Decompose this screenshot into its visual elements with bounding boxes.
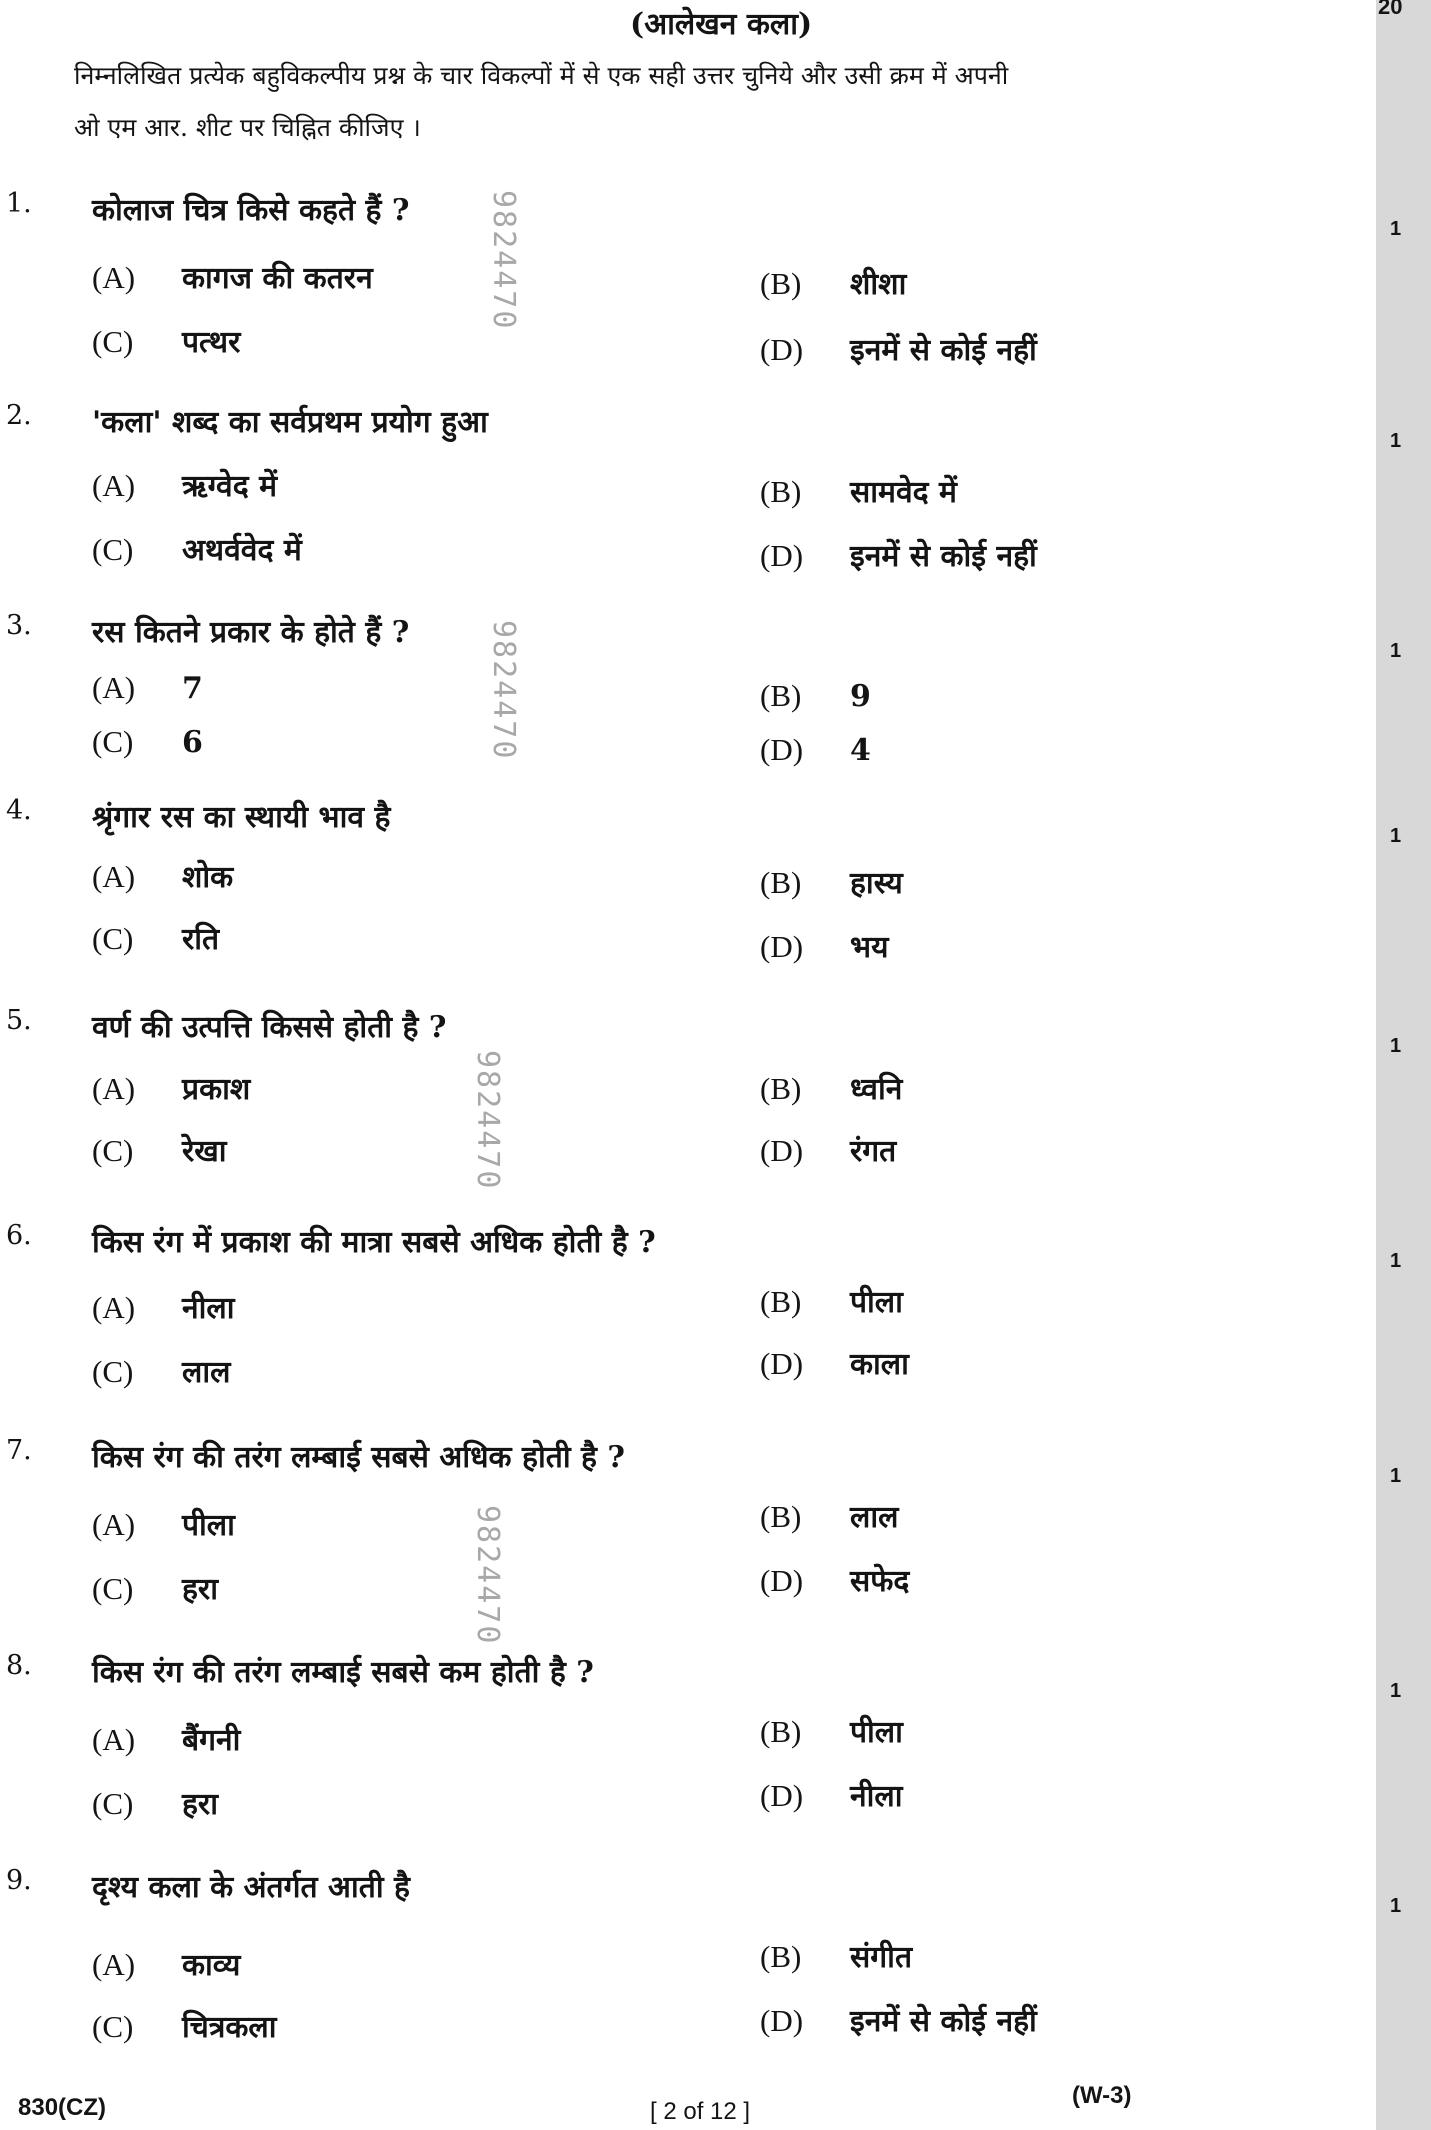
option-a: (A) नीला — [92, 1290, 235, 1326]
question-text: दृश्य कला के अंतर्गत आती है — [92, 1870, 410, 1905]
question-text: कोलाज चित्र किसे कहते हैं ? — [92, 193, 410, 228]
option-b: (B) हास्य — [760, 865, 903, 901]
option-d: (D) इनमें से कोई नहीं — [760, 2003, 1037, 2039]
option-b: (B) शीशा — [760, 266, 907, 302]
option-d: (D) काला — [760, 1346, 909, 1382]
question-mark: 1 — [1390, 1035, 1402, 1057]
question-text: किस रंग की तरंग लम्बाई सबसे अधिक होती है ? — [92, 1440, 625, 1475]
option-c: (C) चित्रकला — [92, 2009, 277, 2045]
option-c: (C) हरा — [92, 1786, 218, 1822]
set-code: (W-3) — [1072, 2082, 1132, 2109]
question-text: किस रंग की तरंग लम्बाई सबसे कम होती है ? — [92, 1655, 594, 1690]
watermark: 9824470 — [486, 620, 521, 761]
question-text: 'कला' शब्द का सर्वप्रथम प्रयोग हुआ — [92, 405, 488, 440]
watermark: 9824470 — [486, 190, 521, 331]
option-b: (B) पीला — [760, 1714, 903, 1750]
option-a: (A) शोक — [92, 859, 234, 895]
question-number: 5. — [6, 1005, 32, 1036]
option-a: (A) ऋग्वेद में — [92, 468, 278, 504]
option-d: (D) नीला — [760, 1778, 903, 1814]
option-c: (C) अथर्ववेद में — [92, 532, 302, 568]
question-number: 4. — [6, 795, 32, 826]
page-number: [ 2 of 12 ] — [650, 2098, 751, 2125]
option-d: (D) इनमें से कोई नहीं — [760, 332, 1037, 368]
option-b: (B) 9 — [760, 678, 871, 714]
question-mark: 1 — [1390, 1680, 1402, 1702]
option-d: (D) रंगत — [760, 1133, 897, 1169]
option-b: (B) पीला — [760, 1284, 903, 1320]
option-d: (D) सफेद — [760, 1563, 910, 1599]
option-c: (C) लाल — [92, 1354, 231, 1390]
question-mark: 1 — [1390, 640, 1402, 662]
watermark: 9824470 — [470, 1505, 505, 1646]
option-c: (C) रेखा — [92, 1133, 227, 1169]
option-c: (C) 6 — [92, 724, 203, 760]
question-mark: 1 — [1390, 825, 1402, 847]
question-number: 8. — [6, 1650, 32, 1681]
option-c: (C) हरा — [92, 1571, 218, 1607]
watermark: 9824470 — [470, 1050, 505, 1191]
instructions-line-2: ओ एम आर. शीट पर चिह्नित कीजिए । — [74, 113, 421, 142]
option-a: (A) प्रकाश — [92, 1071, 251, 1107]
option-b: (B) संगीत — [760, 1939, 913, 1975]
question-number: 7. — [6, 1435, 32, 1466]
option-a: (A) पीला — [92, 1507, 235, 1543]
page-title: (आलेखन कला) — [630, 7, 813, 42]
question-mark: 1 — [1390, 430, 1402, 452]
paper-code: 830(CZ) — [18, 2094, 107, 2121]
question-number: 1. — [6, 188, 32, 219]
option-d: (D) इनमें से कोई नहीं — [760, 538, 1037, 574]
corner-number: 20 — [1378, 0, 1403, 19]
question-number: 9. — [6, 1865, 32, 1896]
question-mark: 1 — [1390, 1250, 1402, 1272]
question-mark: 1 — [1390, 218, 1402, 240]
page-edge-strip — [1376, 0, 1431, 2130]
option-a: (A) कागज की कतरन — [92, 260, 373, 296]
question-text: रस कितने प्रकार के होते हैं ? — [92, 615, 410, 650]
option-c: (C) पत्थर — [92, 324, 241, 360]
option-b: (B) सामवेद में — [760, 474, 957, 510]
option-c: (C) रति — [92, 921, 220, 957]
option-d: (D) 4 — [760, 732, 871, 768]
question-text: श्रृंगार रस का स्थायी भाव है — [92, 800, 391, 835]
option-a: (A) बैंगनी — [92, 1722, 241, 1758]
question-number: 6. — [6, 1220, 32, 1251]
question-text: किस रंग में प्रकाश की मात्रा सबसे अधिक होती है ? — [92, 1225, 656, 1260]
question-number: 3. — [6, 610, 32, 641]
option-b: (B) लाल — [760, 1499, 899, 1535]
question-mark: 1 — [1390, 1465, 1402, 1487]
instructions-line-1: निम्नलिखित प्रत्येक बहुविकल्पीय प्रश्न के चार विकल्पों में से एक सही उत्तर चुनिये और उसी क्रम में अपनी — [74, 61, 1009, 90]
question-number: 2. — [6, 400, 32, 431]
option-d: (D) भय — [760, 929, 889, 965]
option-a: (A) काव्य — [92, 1947, 241, 1983]
option-a: (A) 7 — [92, 670, 203, 706]
question-text: वर्ण की उत्पत्ति किससे होती है ? — [92, 1010, 447, 1045]
question-mark: 1 — [1390, 1895, 1402, 1917]
option-b: (B) ध्वनि — [760, 1071, 903, 1107]
